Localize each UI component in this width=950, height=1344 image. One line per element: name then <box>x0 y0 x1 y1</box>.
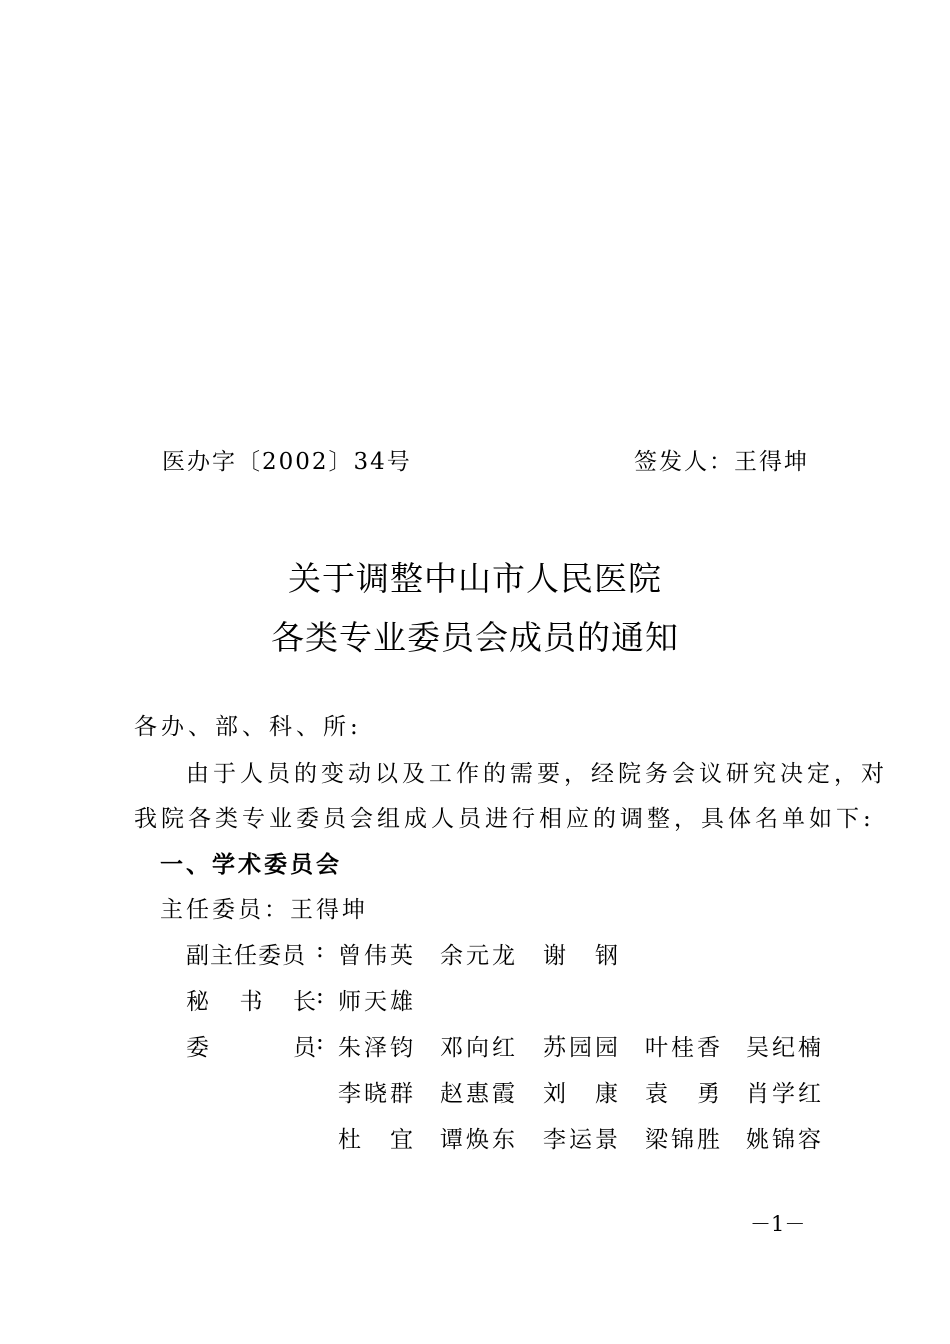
document-title-line-1: 关于调整中山市人民医院 <box>288 559 662 598</box>
members-label-char: 委 <box>186 1035 209 1061</box>
vice-chair-name: 曾伟英 <box>338 943 416 969</box>
vice-chair-name: 余元龙 <box>440 943 518 969</box>
salutation: 各办、部、科、所: <box>134 714 362 740</box>
label-colon: : <box>316 937 324 963</box>
paragraph-line-1: 由于人员的变动以及工作的需要，经院务会议研究决定，对 <box>186 761 888 787</box>
member-name: 刘 康 <box>543 1081 621 1107</box>
member-name: 姚锦容 <box>746 1127 824 1153</box>
document-number: 医办字〔2002〕34号 <box>162 449 412 475</box>
page-number: －1－ <box>750 1212 806 1236</box>
chair-line: 主任委员：王得坤 <box>160 897 368 923</box>
section-heading: 一、学术委员会 <box>160 852 342 878</box>
signer: 签发人：王得坤 <box>634 449 809 475</box>
secretary-label-char: 秘 <box>186 989 209 1015</box>
secretary-name: 师天雄 <box>338 989 416 1015</box>
paragraph-line-2: 我院各类专业委员会组成人员进行相应的调整，具体名单如下: <box>134 806 875 832</box>
member-name: 李晓群 <box>338 1081 416 1107</box>
member-name: 邓向红 <box>440 1035 518 1061</box>
member-name: 苏园园 <box>543 1035 621 1061</box>
vice-chair-name: 谢 钢 <box>543 943 621 969</box>
member-name: 朱泽钧 <box>338 1035 416 1061</box>
member-name: 赵惠霞 <box>440 1081 518 1107</box>
label-colon: : <box>316 983 324 1009</box>
member-name: 谭焕东 <box>440 1127 518 1153</box>
members-label-char: 员 <box>293 1035 316 1061</box>
secretary-label-char: 长 <box>293 989 316 1015</box>
vice-chair-label <box>186 937 336 970</box>
label-colon: : <box>316 1029 324 1055</box>
member-name: 叶桂香 <box>645 1035 723 1061</box>
members-label <box>186 1029 336 1062</box>
secretary-label <box>186 983 336 1016</box>
member-name: 杜 宜 <box>338 1127 416 1153</box>
vice-chair-label-text: 副主任委员 <box>186 943 306 969</box>
member-name: 吴纪楠 <box>746 1035 824 1061</box>
secretary-label-char: 书 <box>239 989 263 1015</box>
member-name: 李运景 <box>543 1127 621 1153</box>
document-title-line-2: 各类专业委员会成员的通知 <box>271 618 679 657</box>
member-name: 袁 勇 <box>645 1081 723 1107</box>
member-name: 梁锦胜 <box>645 1127 723 1153</box>
member-name: 肖学红 <box>746 1081 824 1107</box>
